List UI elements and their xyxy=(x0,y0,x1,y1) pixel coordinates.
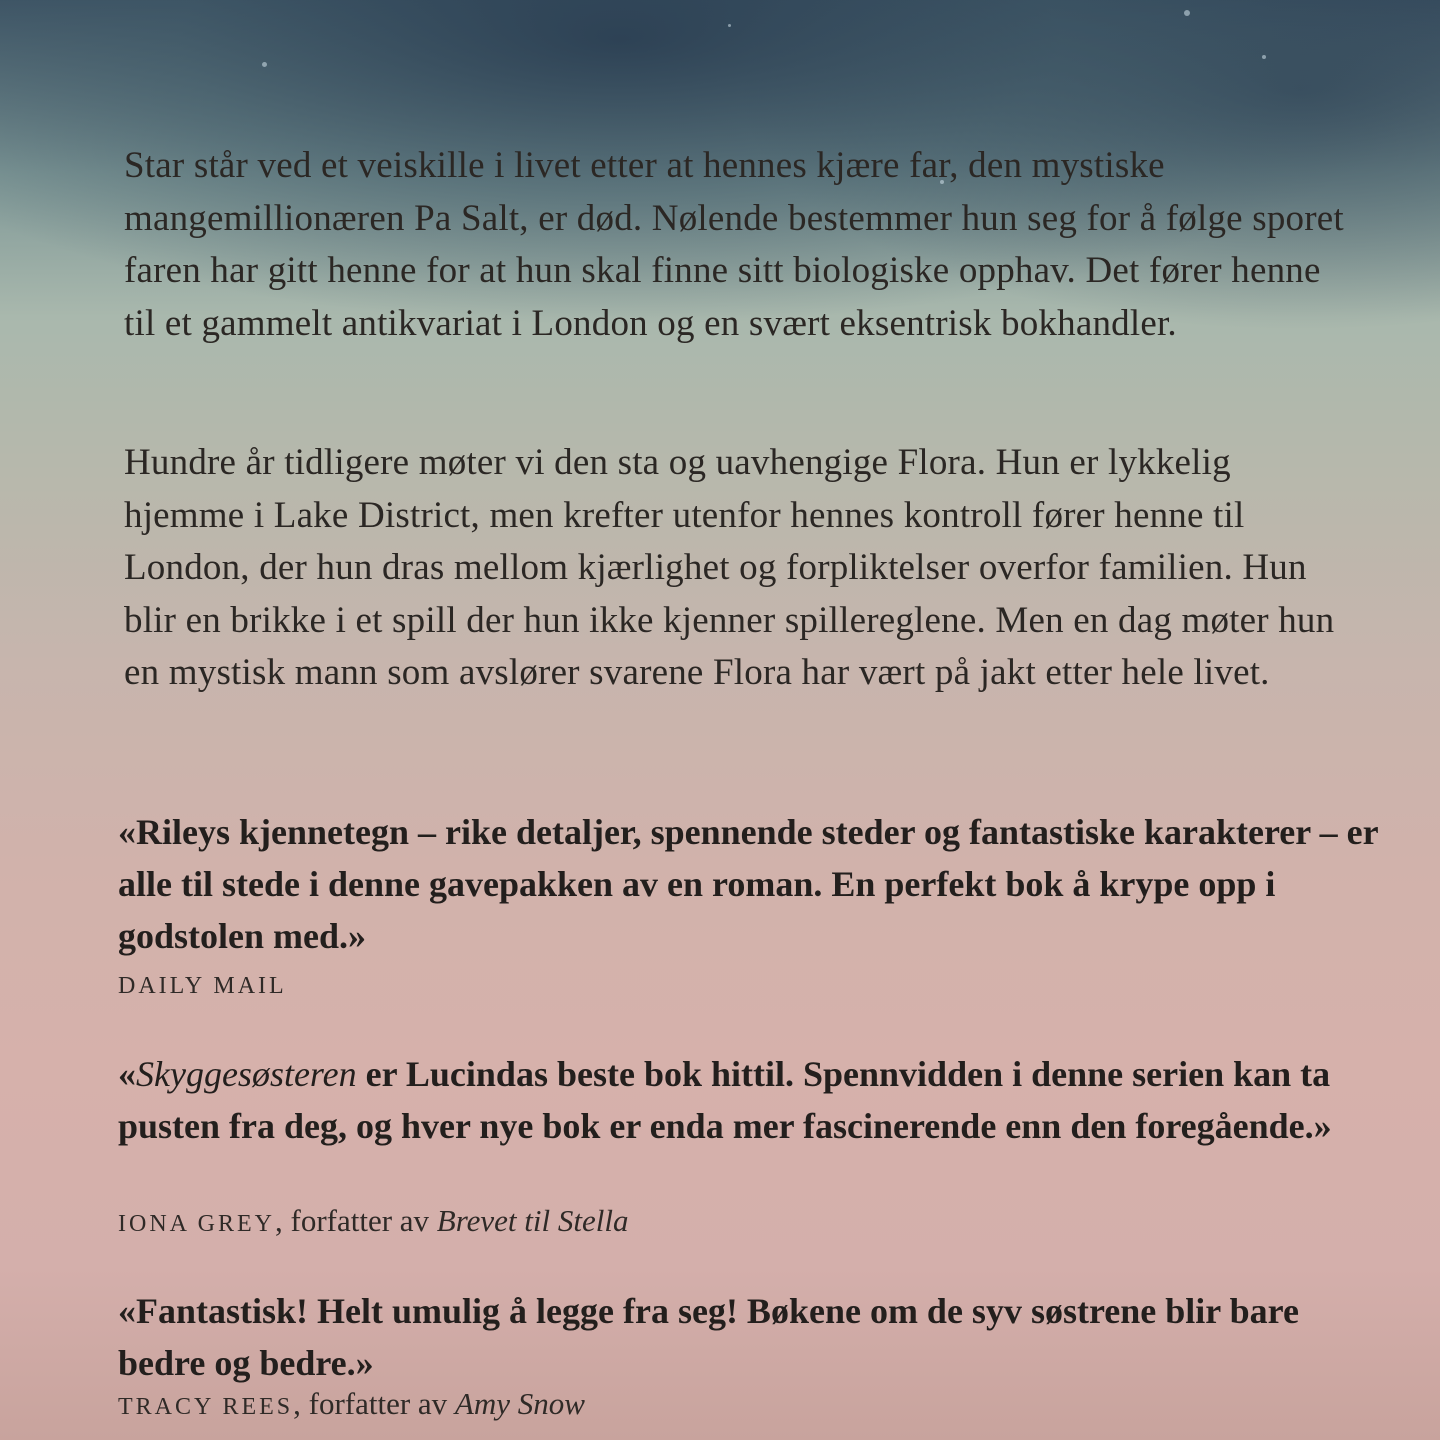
review-quote xyxy=(118,1048,1378,1152)
review-source-name: IONA GREY xyxy=(118,1211,275,1237)
star-decoration xyxy=(728,24,731,27)
star-decoration xyxy=(1184,10,1190,16)
quote-text: er Lucindas beste bok hittil. Spennvidden i denne serien kan ta pusten fra deg, og hver nye bok er enda mer fascinerende enn den foregående.» xyxy=(118,1054,1332,1146)
review-source-name: DAILY MAIL xyxy=(118,973,287,999)
review-source-work: Brevet til Stella xyxy=(436,1203,629,1238)
review-quote: «Fantastisk! Helt umulig å legge fra seg! Bøkene om de syv søstrene blir bare bedre og bedre.» xyxy=(118,1291,1299,1383)
review-source xyxy=(118,1203,628,1239)
review-quote: «Rileys kjennetegn – rike detaljer, spennende steder og fantastiske karakterer – er alle til stede i denne gavepakken av en roman. En perfekt bok å krype opp i godstolen med.» xyxy=(118,812,1378,956)
star-decoration xyxy=(262,62,267,67)
review-source xyxy=(118,965,287,1001)
review-source-suffix: , forfatter av xyxy=(275,1203,437,1238)
description-paragraph: Star står ved et veiskille i livet etter at hennes kjære far, den mystiske mangemillionæren Pa Salt, er død. Nølende bestemmer hun seg for å følge sporet faren har gitt henne for at hun skal finne sitt biologiske opphav. Det fører henne til et gammelt antikvariat i London og en svært eksentrisk bokhandler. xyxy=(124,145,1344,344)
star-decoration xyxy=(1262,55,1266,59)
description-paragraph: Hundre år tidligere møter vi den sta og uavhengige Flora. Hun er lykkelig hjemme i Lake District, men krefter utenfor hennes kontroll fører henne til London, der hun dras mellom kjærlighet og forpliktelser overfor familien. Hun blir en brikke i et spill der hun ikke kjenner spillereglene. Men en dag møter hun en mystisk mann som avslører svarene Flora har vært på jakt etter hele livet. xyxy=(124,442,1335,693)
review-source-work: Amy Snow xyxy=(454,1386,585,1421)
review-source-suffix: , forfatter av xyxy=(293,1386,455,1421)
quote-open-mark: « xyxy=(118,1054,136,1094)
book-title: Skyggesøsteren xyxy=(136,1054,357,1094)
review-source xyxy=(118,1386,585,1422)
review-source-name: TRACY REES xyxy=(118,1394,294,1420)
